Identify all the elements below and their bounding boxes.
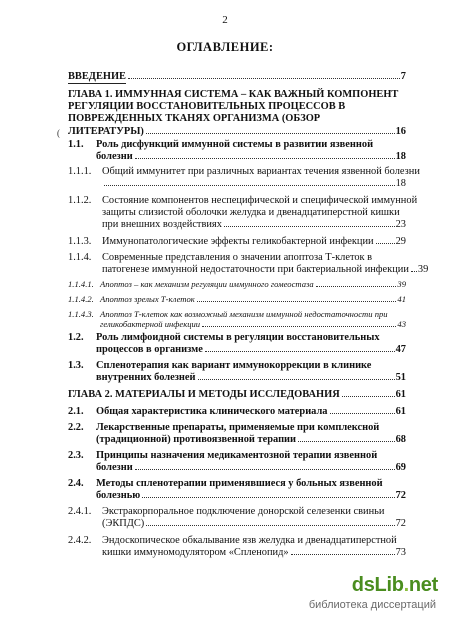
toc-entry-line [68,406,406,418]
dot-leader [376,243,395,244]
watermark-logo: dsLib.net [351,574,438,596]
toc-entry-number: 1.1.4. [68,252,92,263]
dot-leader [411,271,417,272]
toc-entry-line [68,372,406,384]
toc-entry-text: болезнью [96,490,141,502]
toc-entry-line [68,236,406,248]
toc-entry [68,389,406,401]
watermark-subtitle: библиотека диссертаций [308,599,436,611]
toc-entry-text: Апоптоз зрелых Т-клеток [100,294,195,304]
toc-entry-line [68,71,406,84]
toc-entry-text: РЕГУЛЯЦИИ ВОССТАНОВИТЕЛЬНЫХ ПРОЦЕССОВ В [68,101,346,113]
toc-entry-text: кишки иммуномодулятором «Спленопид» [102,547,289,559]
toc-entry-number: 2.3. [68,450,84,461]
toc-entry-text: Роль лимфоидной системы в регуляции восстановительных [96,332,380,343]
toc-entry-number: 1.1.1. [68,166,92,177]
toc-entry-page: 18 [395,151,406,163]
toc-entry-line [68,309,406,319]
dot-leader [104,185,395,186]
dot-leader [198,379,395,380]
toc-entry-line [68,434,406,446]
toc-entry-line [68,462,406,474]
dot-leader [142,497,394,498]
toc-entry-text: Методы спленотерапии применявшиеся у больных язвенной [96,478,383,489]
toc-entry [68,195,418,232]
toc-entry-text: Общая характеристика клинического материала [96,406,328,417]
toc-entry [68,252,429,276]
toc-entry-number: 1.1.3. [68,236,92,247]
dot-leader [197,301,397,302]
toc-entry-text: Общий иммунитет при различных вариантах течения язвенной болезни [102,166,420,177]
toc-entry-page: 39 [397,279,406,289]
toc-entry-number: 2.2. [68,422,84,433]
toc-entry-line [68,294,406,305]
toc-entry-text: ГЛАВА 2. МАТЕРИАЛЫ И МЕТОДЫ ИССЛЕДОВАНИЯ [68,389,340,400]
dot-leader [128,78,400,79]
toc-entry-text: ВВЕДЕНИЕ [68,71,126,84]
toc-entry-line [68,389,406,401]
toc-entry-line [68,490,406,502]
toc-entry-number: 1.1.2. [68,195,92,206]
toc-entry-page: 16 [395,125,406,137]
toc-entry-number: 2.4.2. [68,535,92,546]
toc-entry [68,535,406,559]
toc-entry-page: 68 [395,434,406,446]
toc-entry [68,294,406,305]
toc-entry [68,279,406,290]
toc-entry [68,139,406,163]
toc-entry-line [68,113,406,125]
toc-entry-text: Апоптоз Т-клеток как возможный механизм иммунной недостаточности при [100,309,388,319]
toc-entry-text: ГЛАВА 1. ИММУННАЯ СИСТЕМА – КАК ВАЖНЫЙ КОМПОНЕНТ [68,89,399,100]
toc-entry-line [68,264,429,276]
toc-entry-text: процессов в организме [96,344,203,356]
toc-entry-text: (ЭКПДС) [102,518,145,530]
toc-entry-line [68,195,418,207]
toc-entry-text: ЛИТЕРАТУРЫ) [68,125,144,137]
toc-entry-line [68,450,406,462]
toc-entry-line [68,252,406,264]
dot-leader [202,326,396,327]
toc-entry-line [68,344,406,356]
toc-entry-page: 73 [395,547,406,559]
toc-entry-page: 72 [395,518,406,530]
toc-entry-line [68,478,406,490]
toc-entry-number: 2.4.1. [68,506,92,517]
toc-entry-line [68,126,406,138]
toc-entry-line [68,151,406,163]
toc-entry-page: 29 [395,236,406,247]
toc-entry-number: 1.3. [68,360,84,371]
toc-entry-number: 2.1. [68,406,84,417]
toc-entry-number: 1.1.4.2. [68,294,94,304]
page-number: 2 [222,14,228,26]
toc-entry-number: 1.2. [68,332,84,343]
toc-entry [68,450,406,474]
dot-leader [330,413,395,414]
toc-entry-text: Принципы назначения медикаментозной терапии язвенной [96,450,378,461]
dot-leader [298,441,395,442]
toc-entry-page: 47 [395,344,406,356]
toc-entry-text: (традиционной) противоязвенной терапии [96,434,297,446]
toc-entry-number: 1.1.4.3. [68,309,94,319]
toc-entry-line [68,101,406,113]
dot-leader [135,158,395,159]
dot-leader [205,351,395,352]
toc-entry [68,236,406,248]
toc-title: ОГЛАВЛЕНИЕ: [176,40,274,54]
toc-entry-line [68,506,406,518]
toc-entry-page: 51 [395,372,406,384]
dot-leader [135,469,395,470]
toc-entry-line [68,535,406,547]
toc-entry-page: 69 [395,462,406,474]
toc-entry-text: болезни [96,462,133,474]
toc-entry-page: 7 [400,71,406,82]
toc-entry-number: 2.4. [68,478,84,489]
dot-leader [342,396,395,397]
toc-entry-page: 41 [397,294,406,304]
toc-entry [68,478,406,502]
toc-entry-page: 43 [397,319,406,329]
dot-leader [291,554,395,555]
toc-entry-text: болезни [96,151,133,163]
toc-entry-text: при внешних воздействиях [102,219,222,231]
toc-entry-line [68,332,406,344]
toc-entry-text: Иммунопатологические эффекты геликобактерной инфекции [102,236,374,247]
toc-entry-text: Состояние компонентов неспецифической и специфической иммунной [102,195,418,206]
toc-entry-line [68,219,406,231]
toc-entry-page: 18 [395,178,406,190]
toc-entry-number: 1.1.4.1. [68,279,94,289]
toc-entry [68,506,406,530]
toc-entry-page: 61 [395,389,406,400]
toc-entry-text: Роль дисфункций иммунной системы в развитии язвенной [96,139,374,150]
toc-entry-text: Современные представления о значении апоптоза Т-клеток в [102,252,373,263]
toc-entry-line [68,547,406,559]
toc-entry-line [68,319,406,330]
toc-entry [68,71,406,84]
toc-entry-text: защиты слизистой оболочки желудка и двенадцатиперстной кишки [102,207,400,219]
toc-entry [68,309,406,330]
toc-entry-text: геликобактерной инфекции [100,319,201,329]
toc-entry-page: 72 [395,490,406,502]
toc-entry-line [68,422,406,434]
toc-entry-text: Экстракорпоральное подключение донорской селезенки свиньи [102,506,385,517]
dot-leader [146,133,395,134]
dot-leader [316,286,397,287]
toc-entry [68,406,406,418]
toc-entry [68,89,406,138]
toc-entry-text: Лекарственные препараты, применяемые при комплексной [96,422,380,433]
dot-leader [146,525,394,526]
toc-entry-text: Апоптоз – как механизм регуляции иммунного гомеостаза [100,279,314,289]
toc-entry-text: ПОВРЕЖДЕННЫХ ТКАНЯХ ОРГАНИЗМА (ОБЗОР [68,113,321,125]
toc-entry-page: 23 [395,219,406,231]
toc-entry [68,166,420,190]
margin-mark: ( [57,128,60,138]
toc-entry-line [68,166,420,178]
toc-entry-line [68,139,406,151]
toc-entry-text: Эндоскопическое обкалывание язв желудка и двенадцатиперстной [102,535,397,546]
toc-entry-text: Спленотерапия как вариант иммунокоррекции в клинике [96,360,372,371]
toc-entry-line [68,279,406,290]
toc-entry-line [68,178,406,190]
toc-entry-page: 61 [395,406,406,417]
toc-entry-page: 39 [417,264,429,276]
toc-entry-text: внутренних болезней [96,372,196,384]
toc-entry-line [68,518,406,530]
dot-leader [224,226,395,227]
toc-entry [68,332,406,356]
toc-entry-line [68,89,406,101]
toc-entry-text: патогенезе иммунной недостаточности при бактериальной инфекции [102,264,409,276]
toc-entry-line [68,207,406,219]
toc-entry-line [68,360,406,372]
toc-entry [68,360,406,384]
toc-entry-number: 1.1. [68,139,84,150]
toc-entry [68,422,406,446]
